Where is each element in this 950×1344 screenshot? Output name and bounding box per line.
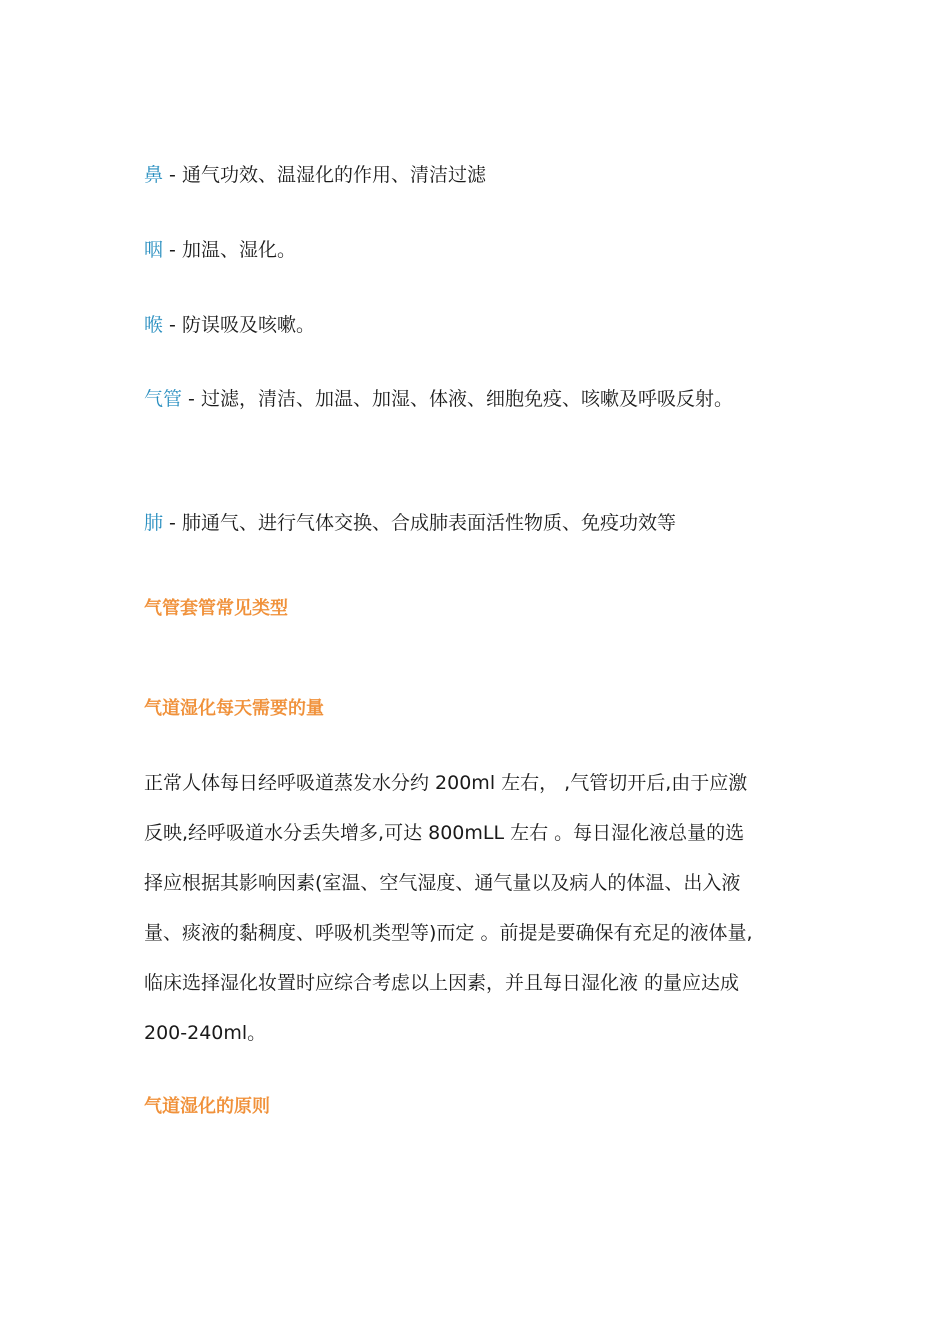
section-heading-principles: 气道湿化的原则 (144, 1096, 270, 1117)
organ-description: 通气功效、温湿化的作用、清洁过滤 (181, 164, 486, 186)
organ-separator: - (163, 314, 182, 336)
paragraph-line: 量、痰液的黏稠度、呼吸机类型等)而定 。前提是要确保有充足的液体量, (144, 922, 753, 944)
paragraph-line: 择应根据其影响因素(室温、空气湿度、通气量以及病人的体温、出入液 (144, 872, 741, 894)
paragraph-line: 正常人体每日经呼吸道蒸发水分约 200ml 左右， ,气管切开后,由于应激 (144, 772, 748, 794)
daily-amount-paragraph (144, 758, 814, 1058)
organ-item-lung (144, 509, 676, 537)
organ-term: 肺 (144, 512, 164, 534)
organ-separator: - (163, 164, 182, 186)
paragraph-line: 反映,经呼吸道水分丢失增多,可达 800mLL 左右 。每日湿化液总量的选 (144, 822, 745, 844)
organ-term: 喉 (144, 314, 164, 336)
section-heading-daily-amount: 气道湿化每天需要的量 (144, 698, 324, 719)
organ-description: 过滤，清洁、加温、加湿、体液、细胞免疫、咳嗽及呼吸反射。 (200, 388, 733, 410)
organ-separator: - (163, 239, 182, 261)
organ-description: 防误吸及咳嗽。 (181, 314, 315, 336)
organ-item-trachea (144, 385, 733, 413)
organ-item-nose (144, 161, 486, 189)
organ-separator: - (163, 512, 182, 534)
organ-description: 肺通气、进行气体交换、合成肺表面活性物质、免疫功效等 (181, 512, 676, 534)
paragraph-line: 临床选择湿化妆置时应综合考虑以上因素，并且每日湿化液 的量应达成 (144, 972, 740, 994)
organ-separator: - (182, 388, 201, 410)
paragraph-line: 200-240ml。 (144, 1022, 267, 1044)
organ-term: 气管 (144, 388, 183, 410)
organ-item-larynx (144, 311, 315, 339)
organ-item-pharynx (144, 236, 296, 264)
organ-term: 咽 (144, 239, 164, 261)
organ-term: 鼻 (144, 164, 164, 186)
section-heading-tube-types: 气管套管常见类型 (144, 598, 288, 619)
organ-description: 加温、湿化。 (181, 239, 296, 261)
